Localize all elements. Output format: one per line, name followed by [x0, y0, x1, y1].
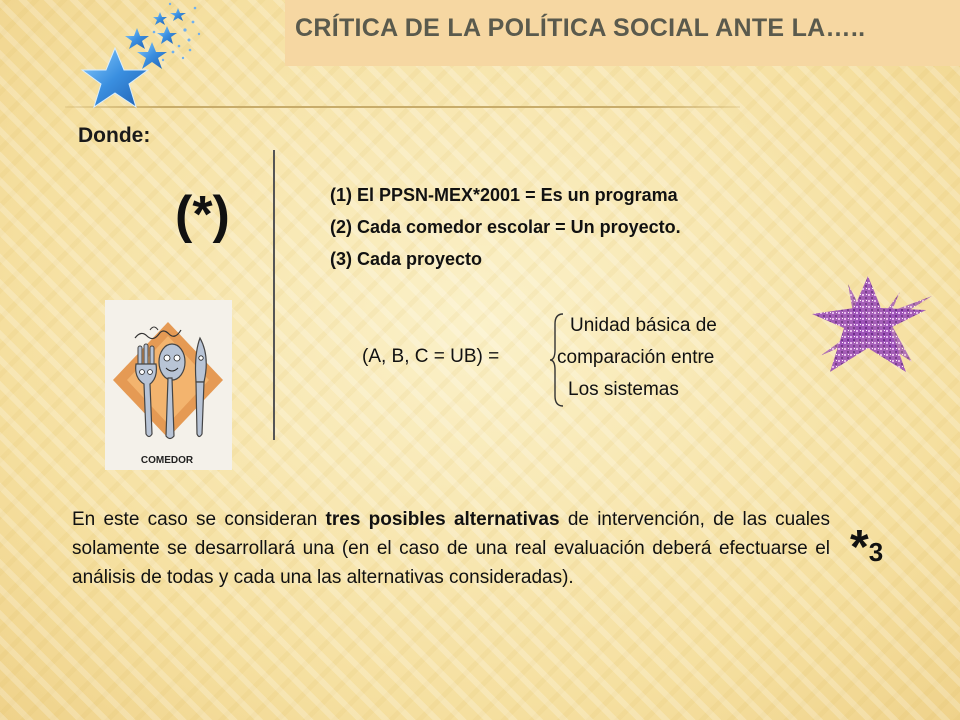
list-item: (2) Cada comedor escolar = Un proyecto. — [330, 217, 681, 237]
ub-line: Los sistemas — [568, 379, 679, 400]
asterisk-label: (*) — [175, 186, 230, 244]
cutlery-cartoon-icon — [105, 300, 232, 470]
list-item: (3) Cada proyecto — [330, 249, 483, 269]
reference-number: 3 — [868, 537, 884, 567]
paragraph-emphasis: tres posibles alternativas — [325, 509, 560, 530]
reference-mark — [850, 520, 883, 575]
formula-left: (A, B, C = UB) = — [362, 346, 500, 367]
ub-definition — [557, 314, 717, 410]
ub-line: Unidad básica de — [570, 315, 717, 336]
donde-label: Donde: — [78, 124, 151, 147]
ub-line: comparación entre — [557, 347, 715, 368]
blue-stars-decoration-icon — [75, 0, 205, 112]
vertical-divider — [273, 150, 275, 440]
paragraph-text: de intervención, de las cuales solamente se desarrollará una (en el caso de una real evaluación deberá efectuarse el análisis de todas y cada una las alternativas consideradas). — [72, 509, 831, 588]
comedor-caption: COMEDOR — [140, 455, 194, 466]
reference-asterisk: * — [850, 521, 869, 574]
purple-star-decoration-icon — [808, 270, 934, 380]
body-paragraph — [72, 505, 830, 592]
paragraph-text: En este caso se consideran — [72, 509, 326, 530]
list-item: (1) El PPSN-MEX*2001 = Es un programa — [330, 185, 678, 205]
definition-list — [330, 183, 681, 279]
slide-title: CRÍTICA DE LA POLÍTICA SOCIAL ANTE LA….. — [295, 14, 866, 42]
